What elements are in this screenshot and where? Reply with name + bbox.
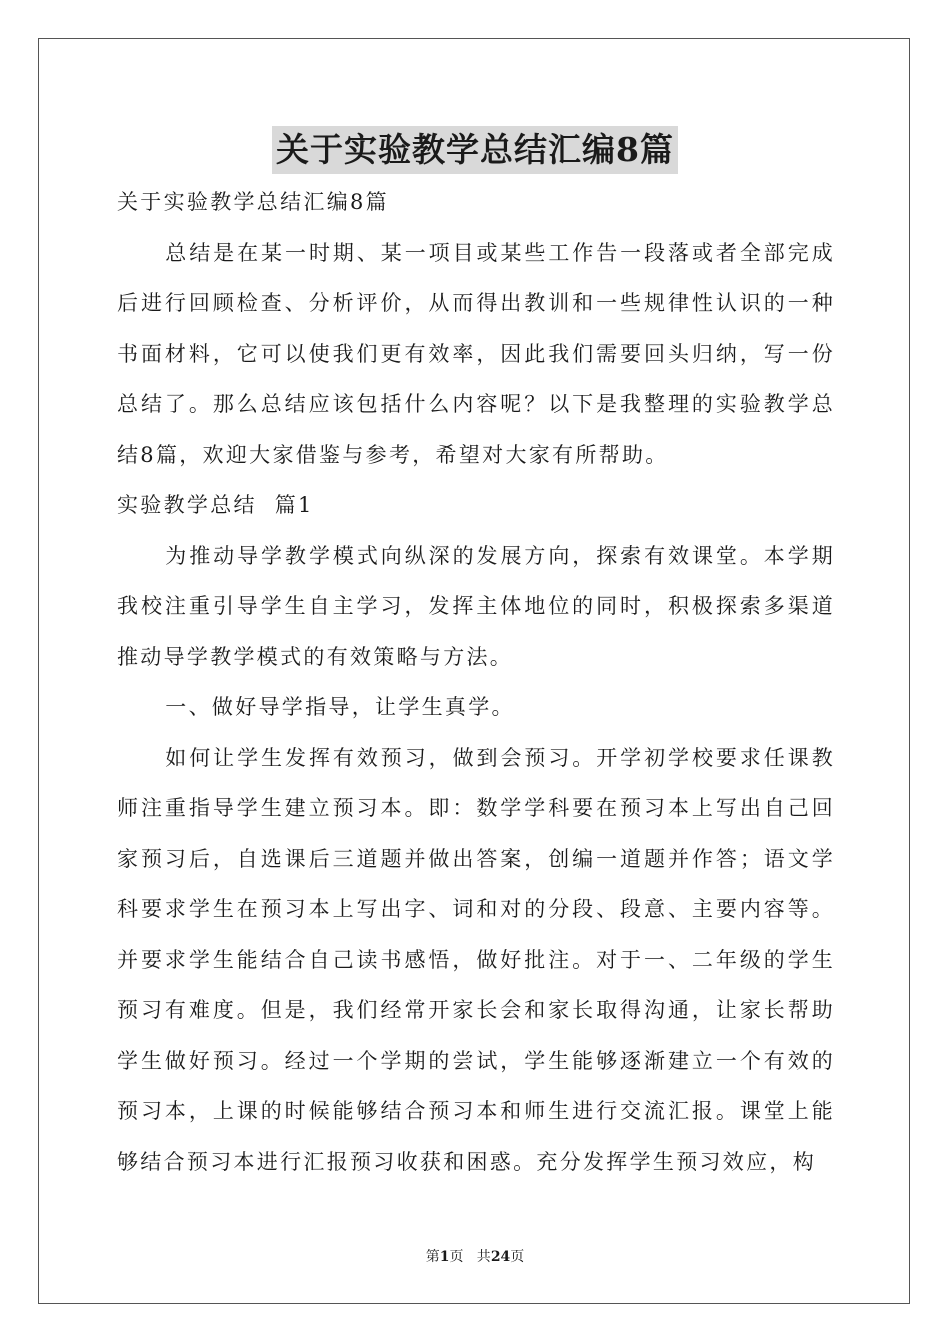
- title-container: [0, 126, 950, 174]
- document-title: 关于实验教学总结汇编8篇: [272, 126, 678, 174]
- footer-page-number: 1: [439, 1249, 450, 1265]
- page-footer: [0, 1246, 950, 1266]
- footer-middle: 页 共: [449, 1249, 491, 1265]
- footer-suffix: 页: [510, 1249, 525, 1265]
- document-subtitle: 关于实验教学总结汇编8篇: [117, 190, 389, 214]
- document-body: [117, 177, 835, 1187]
- section-paragraph-2: 如何让学生发挥有效预习，做到会预习。开学初学校要求任课教师注重指导学生建立预习本。即：数学学科要在预习本上写出自己回家预习后，自选课后三道题并做出答案，创编一道题并作答；语文学科要求学生在预习本上写出字、词和对的分段、段意、主要内容等。并要求学生能结合自己读书感悟，做好批注。对于一、二年级的学生预习有难度。但是，我们经常开家长会和家长取得沟通，让家长帮助学生做好预习。经过一个学期的尝试，学生能够逐渐建立一个有效的预习本，上课的时候能够结合预习本和师生进行交流汇报。课堂上能够结合预习本进行汇报预习收获和困惑。充分发挥学生预习效应，构: [117, 745, 835, 1174]
- section-paragraph-1: 为推动导学教学模式向纵深的发展方向，探索有效课堂。本学期我校注重引导学生自主学习，发挥主体地位的同时，积极探索多渠道推动导学教学模式的有效策略与方法。: [117, 543, 835, 669]
- section-point-1: 一、做好导学指导，让学生真学。: [165, 695, 515, 719]
- intro-paragraph: 总结是在某一时期、某一项目或某些工作告一段落或者全部完成后进行回顾检查、分析评价，从而得出教训和一些规律性认识的一种书面材料，它可以使我们更有效率，因此我们需要回头归纳，写一份总结了。那么总结应该包括什么内容呢？以下是我整理的实验教学总结8篇，欢迎大家借鉴与参考，希望对大家有所帮助。: [117, 240, 835, 467]
- footer-page-total: 24: [490, 1249, 511, 1265]
- footer-prefix: 第: [425, 1249, 440, 1265]
- section-heading: 实验教学总结 篇1: [117, 493, 314, 517]
